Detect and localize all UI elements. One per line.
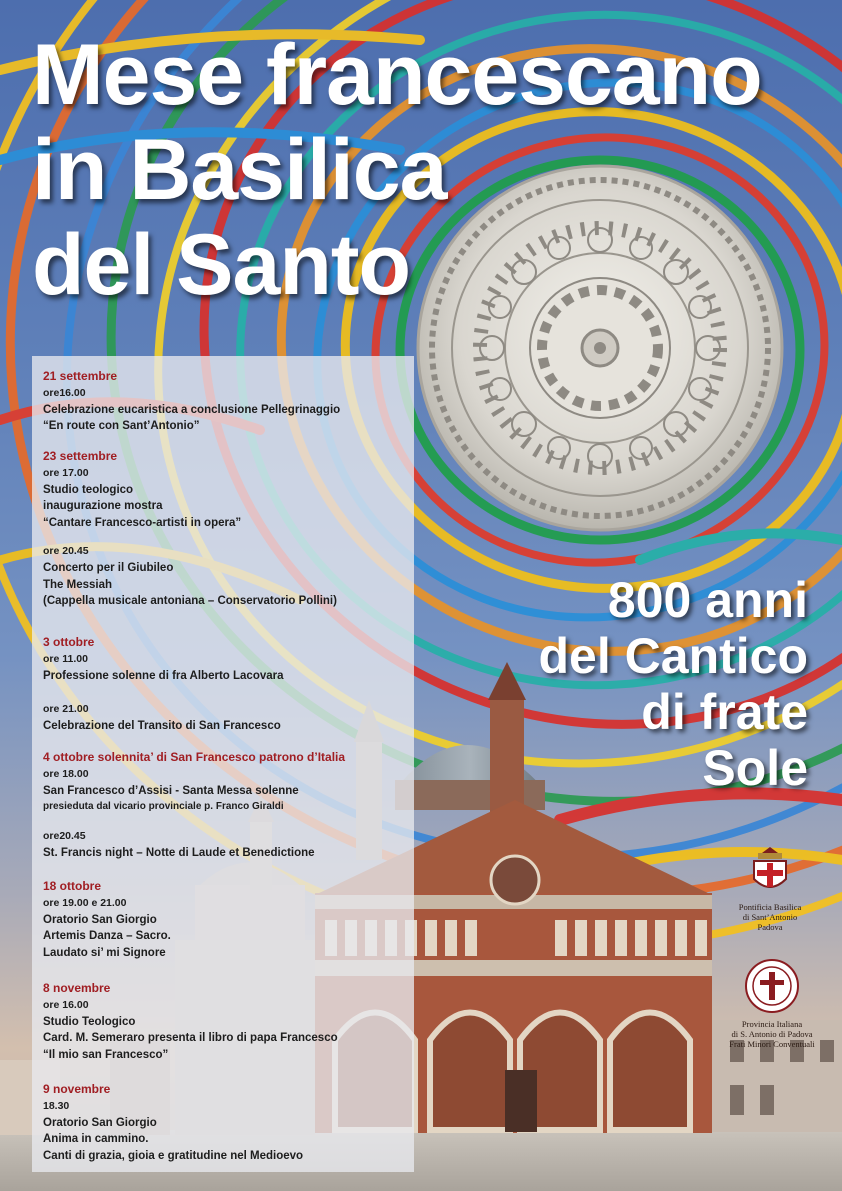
province-logo <box>724 958 820 1049</box>
basilica-coat-of-arms-icon <box>748 845 792 897</box>
event-line: “Cantare Francesco-artisti in opera” <box>43 517 242 530</box>
event-time: ore 20.45 <box>43 545 89 557</box>
rose-window-icon <box>418 166 782 530</box>
event-time: ore 11.00 <box>43 652 88 665</box>
event-time: 18.30 <box>43 1099 70 1112</box>
program-event <box>43 634 284 684</box>
event-time: ore 19.00 e 21.00 <box>43 896 127 909</box>
event-line: Studio Teologico <box>43 1015 136 1028</box>
event-line: Professione solenne di fra Alberto Lacovara <box>43 669 284 682</box>
province-logo-line-1: Provincia Italiana <box>741 1019 803 1029</box>
event-date: 8 novembre <box>43 981 111 995</box>
program-event <box>43 543 337 610</box>
event-line: Canti di grazia, gioia e gratitudine nel Medioevo <box>43 1150 304 1163</box>
province-seal-icon <box>744 958 800 1014</box>
program-event <box>43 980 338 1064</box>
program-event <box>43 1081 303 1165</box>
event-line: St. Francis night – Notte di Laude et Benedictione <box>43 846 315 859</box>
event-line: Concerto per il Giubileo <box>43 561 174 574</box>
anniversary-subtitle <box>539 572 808 796</box>
program-event <box>43 878 171 962</box>
event-time: ore 17.00 <box>43 466 89 479</box>
event-line: (Cappella musicale antoniana – Conservatorio Pollini) <box>43 595 337 608</box>
event-line: San Francesco d’Assisi - Santa Messa solenne <box>43 784 299 797</box>
program-panel <box>32 356 414 1172</box>
basilica-logo-line-1: Pontificia Basilica <box>738 902 802 912</box>
event-time: ore 18.00 <box>43 767 89 780</box>
event-line: Anima in cammino. <box>43 1133 149 1146</box>
province-logo-line-2: di S. Antonio di Padova <box>731 1029 813 1039</box>
province-logo-line-3: Frati Minori Conventuali <box>729 1039 815 1049</box>
event-line: Card. M. Semeraro presenta il libro di papa Francesco <box>43 1032 338 1045</box>
title-line-3: del Santo <box>32 217 411 313</box>
title-line-1: Mese francescano <box>32 27 762 123</box>
event-date: 21 settembre <box>43 369 118 383</box>
title-line-2: in Basilica <box>32 122 447 218</box>
subtitle-line-2: del Cantico <box>538 628 808 684</box>
event-date: 4 ottobre solennita’ di San Francesco patrono d’Italia <box>43 750 346 764</box>
event-date: 3 ottobre <box>43 635 95 649</box>
event-time: ore16.00 <box>43 386 86 399</box>
program-event <box>43 701 281 735</box>
event-time: ore 21.00 <box>43 703 89 715</box>
event-line: inaugurazione mostra <box>43 500 163 513</box>
event-line: Oratorio San Giorgio <box>43 1116 157 1129</box>
subtitle-line-4: Sole <box>702 740 808 796</box>
program-event <box>43 368 340 435</box>
event-line: Laudato si’ mi Signore <box>43 947 166 960</box>
event-note: presieduta dal vicario provinciale p. Franco Giraldi <box>43 801 284 813</box>
basilica-logo <box>730 845 810 932</box>
event-line: Oratorio San Giorgio <box>43 913 157 926</box>
program-event <box>43 448 241 532</box>
event-date: 23 settembre <box>43 449 118 463</box>
event-time: ore20.45 <box>43 830 86 842</box>
basilica-logo-line-3: Padova <box>757 922 783 932</box>
basilica-logo-line-2: di Sant’Antonio <box>742 912 798 922</box>
program-event <box>43 828 315 862</box>
event-line: “Il mio san Francesco” <box>43 1049 169 1062</box>
event-time: ore 16.00 <box>43 998 89 1011</box>
event-line: “En route con Sant’Antonio” <box>43 420 200 433</box>
event-line: Studio teologico <box>43 483 134 496</box>
event-line: Artemis Danza – Sacro. <box>43 930 171 943</box>
event-line: The Messiah <box>43 578 113 591</box>
event-line: Celebrazione eucaristica a conclusione Pellegrinaggio <box>43 403 341 416</box>
event-date: 9 novembre <box>43 1082 111 1096</box>
subtitle-line-1: 800 anni <box>607 572 808 628</box>
event-date: 18 ottobre <box>43 879 102 893</box>
event-line: Celebrazione del Transito di San Francesco <box>43 719 281 732</box>
subtitle-line-3: di frate <box>641 684 808 740</box>
program-event <box>43 749 345 816</box>
